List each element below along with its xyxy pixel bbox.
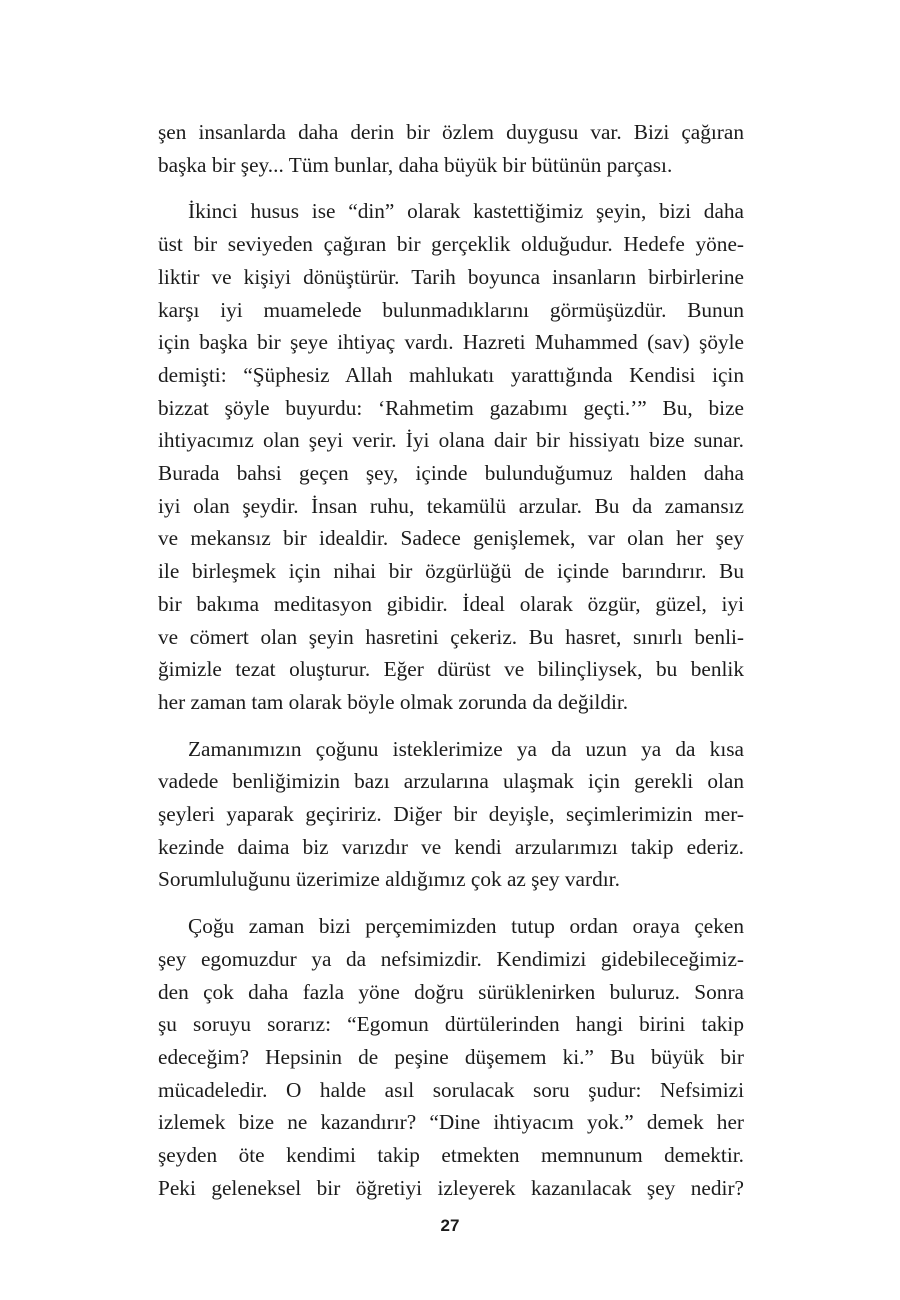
text-line: den çok daha fazla yöne doğru sürüklenirken buluruz. Sonra — [158, 979, 744, 1004]
text-line: demişti: “Şüphesiz Allah mahlukatı yarattığında Kendisi için — [158, 362, 744, 387]
text-line: bizzat şöyle buyurdu: ‘Rahmetim gazabımı geçti.’” Bu, bize — [158, 395, 744, 420]
text-line: edeceğim? Hepsinin de peşine düşemem ki.” Bu büyük bir — [158, 1044, 744, 1069]
text-line: karşı iyi muamelede bulunmadıklarını görmüşüzdür. Bunun — [158, 297, 744, 322]
text-line: Sorumluluğunu üzerimize aldığımız çok az şey vardır. — [158, 867, 620, 892]
text-line: şen insanlarda daha derin bir özlem duygusu var. Bizi çağıran — [158, 120, 744, 144]
text-line: kezinde daima biz varızdır ve kendi arzularımızı takip ederiz. — [158, 834, 744, 859]
paragraph-1 — [158, 116, 744, 181]
text-line: ihtiyacımız olan şeyi verir. İyi olana dair bir hissiyatı bize sunar. — [158, 428, 744, 453]
text-line: şeyleri yaparak geçiririz. Diğer bir deyişle, seçimlerimizin mer- — [158, 802, 744, 827]
text-line: başka bir şey... Tüm bunlar, daha büyük bir bütünün parçası. — [158, 152, 673, 177]
body-text — [158, 116, 744, 1219]
text-line: ve cömert olan şeyin hasretini çekeriz. Bu hasret, sınırlı benli- — [158, 624, 744, 649]
page-number: 27 — [440, 1216, 460, 1235]
paragraph-4 — [158, 910, 744, 1204]
text-line: üst bir seviyeden çağıran bir gerçeklik olduğudur. Hedefe yöne- — [158, 232, 744, 257]
text-line: ile birleşmek için nihai bir özgürlüğü de içinde barındırır. Bu — [158, 559, 744, 584]
text-line: mücadeledir. O halde asıl sorulacak soru şudur: Nefsimizi — [158, 1077, 744, 1102]
text-line: izlemek bize ne kazandırır? “Dine ihtiyacım yok.” demek her — [158, 1110, 744, 1135]
text-line: her zaman tam olarak böyle olmak zorunda da değildir. — [158, 689, 629, 714]
text-line: şu soruyu sorarız: “Egomun dürtülerinden hangi birini takip — [158, 1012, 744, 1037]
text-line: Çoğu zaman bizi perçemimizden tutup ordan oraya çeken — [188, 914, 744, 939]
text-line: ve mekansız bir idealdir. Sadece genişlemek, var olan her şey — [158, 526, 744, 551]
text-line: ğimizle tezat oluşturur. Eğer dürüst ve bilinçliysek, bu benlik — [158, 657, 744, 682]
text-line: İkinci husus ise “din” olarak kastettiğimiz şeyin, bizi daha — [188, 199, 744, 224]
text-line: Zamanımızın çoğunu isteklerimize ya da uzun ya da kısa — [188, 736, 744, 761]
text-line: Burada bahsi geçen şey, içinde bulunduğumuz halden daha — [158, 461, 744, 486]
paragraph-2 — [158, 195, 744, 718]
text-line: şeyden öte kendimi takip etmekten memnunum demektir. — [158, 1143, 744, 1168]
text-line: bir bakıma meditasyon gibidir. İdeal olarak özgür, güzel, iyi — [158, 591, 744, 616]
text-line: liktir ve kişiyi dönüştürür. Tarih boyunca insanların birbirlerine — [158, 264, 744, 289]
text-line: şey egomuzdur ya da nefsimizdir. Kendimizi gidebileceğimiz- — [158, 946, 744, 971]
paragraph-3 — [158, 733, 744, 897]
text-line: iyi olan şeydir. İnsan ruhu, tekamülü arzular. Bu da zamansız — [158, 493, 744, 518]
text-line: için başka bir şeye ihtiyaç vardı. Hazreti Muhammed (sav) şöyle — [158, 330, 744, 355]
text-line: Peki geleneksel bir öğretiyi izleyerek kazanılacak şey nedir? — [158, 1175, 744, 1200]
text-line: vadede benliğimizin bazı arzularına ulaşmak için gerekli olan — [158, 769, 744, 794]
